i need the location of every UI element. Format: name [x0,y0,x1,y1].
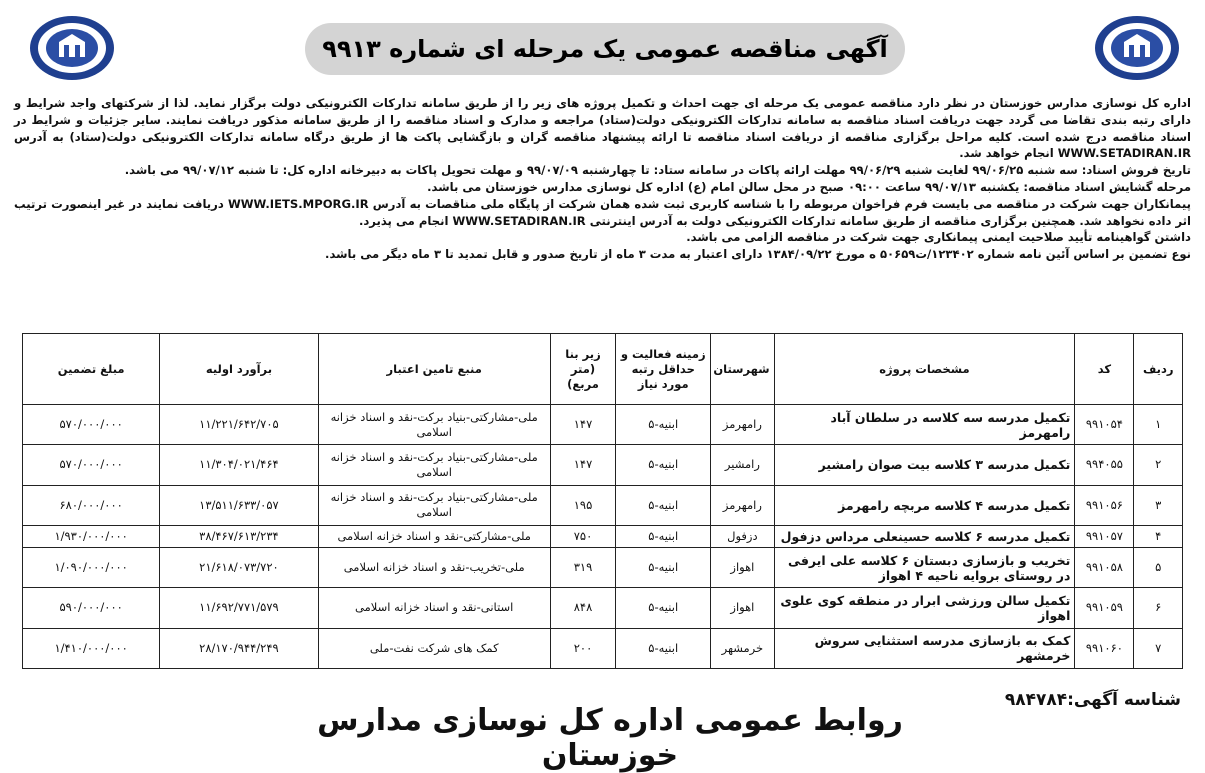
city: رامشیر [711,445,774,485]
required-grade: ابنیه-۵ [616,445,711,485]
table-row [23,628,1183,668]
city: خرمشهر [711,628,774,668]
guarantee-amount: ۵۷۰/۰۰۰/۰۰۰ [23,405,160,445]
project-code: ۹۹۱۰۶۰ [1075,628,1134,668]
notice-paragraph: اداره کل نوسازی مدارس خوزستان در نظر دارد مناقصه عمومی یک مرحله ای جهت احداث و تکمیل پروژه های زیر را از طریق سامانه تدارکات الکترونیکی دولت برگزار نماید. لذا از شرکتهای واجد شرایط و دارای رتبه بندی تقاضا می گردد جهت دریافت اسناد مناقصه به سامانه تدارکات الکترونیکی دولت(ستاد) مراجعه و مدارک و اسناد مناقصه را از طریق سامانه مذکور دریافت نمایند. سایر جزئیات و شرایط در اسناد مناقصه درج شده است. کلیه مراحل برگزاری مناقصه از دریافت اسناد مناقصه تا ارائه پیشنهاد مناقصه گران و بازگشایی پاکت ها از طریق درگاه سامانه تدارکات الکترونیکی دولت(ستاد) به آدرس WWW.SETADIRAN.IR انجام خواهد شد. [14,96,1191,161]
city: دزفول [711,525,774,547]
city: رامهرمز [711,405,774,445]
guarantee-amount: ۵۷۰/۰۰۰/۰۰۰ [23,445,160,485]
table-row [23,547,1183,587]
project-description: کمک به بازسازی مدرسه استثنایی سروش خرمشهر [774,628,1075,668]
floor-area: ۱۴۷ [550,405,615,445]
project-description: تکمیل مدرسه ۳ کلاسه بیت صوان رامشیر [774,445,1075,485]
project-code: ۹۹۱۰۵۴ [1075,405,1134,445]
column-header: زمینه فعالیت و حداقل رتبه مورد نیاز [616,334,711,405]
funding-source: ملی-مشارکتی-بنیاد برکت-نقد و اسناد خزانه اسلامی [318,485,550,525]
required-grade: ابنیه-۵ [616,547,711,587]
project-code: ۹۹۱۰۵۷ [1075,525,1134,547]
required-grade: ابنیه-۵ [616,628,711,668]
initial-estimate: ۲۱/۶۱۸/۰۷۳/۷۲۰ [160,547,318,587]
project-code: ۹۹۱۰۵۹ [1075,588,1134,628]
projects-table [22,333,1183,669]
initial-estimate: ۱۱/۶۹۲/۷۷۱/۵۷۹ [160,588,318,628]
notice-paragraph: مرحله گشایش اسناد مناقصه: یکشنبه ۹۹/۰۷/۱۳ ساعت ۰۹:۰۰ صبح در محل سالن امام (ع) اداره کل نوسازی مدارس خوزستان می باشد. [427,179,1191,194]
city: رامهرمز [711,485,774,525]
funding-source: ملی-مشارکتی-بنیاد برکت-نقد و اسناد خزانه اسلامی [318,405,550,445]
column-header: برآورد اولیه [160,334,318,405]
row-number: ۶ [1134,588,1183,628]
floor-area: ۸۴۸ [550,588,615,628]
ad-identifier: شناسه آگهی:۹۸۴۷۸۴ [1004,690,1181,710]
project-code: ۹۹۱۰۵۸ [1075,547,1134,587]
row-number: ۳ [1134,485,1183,525]
row-number: ۴ [1134,525,1183,547]
column-header: مشخصات پروژه [774,334,1075,405]
funding-source: ملی-مشارکتی-بنیاد برکت-نقد و اسناد خزانه اسلامی [318,445,550,485]
table-row [23,588,1183,628]
table-row [23,445,1183,485]
project-description: تخریب و بازسازی دبستان ۶ کلاسه علی ایرفی در روستای بروایه ناحیه ۴ اهواز [774,547,1075,587]
guarantee-amount: ۵۹۰/۰۰۰/۰۰۰ [23,588,160,628]
column-header: مبلغ تضمین [23,334,160,405]
city: اهواز [711,588,774,628]
project-description: تکمیل مدرسه ۶ کلاسه حسینعلی مرداس دزفول [774,525,1075,547]
initial-estimate: ۲۸/۱۷۰/۹۴۴/۲۴۹ [160,628,318,668]
guarantee-amount: ۱/۰۹۰/۰۰۰/۰۰۰ [23,547,160,587]
emblem-icon [28,14,116,82]
table-row [23,525,1183,547]
notice-body [14,95,1191,263]
required-grade: ابنیه-۵ [616,405,711,445]
initial-estimate: ۳۸/۴۶۷/۶۱۳/۲۳۴ [160,525,318,547]
initial-estimate: ۱۱/۲۲۱/۶۴۲/۷۰۵ [160,405,318,445]
floor-area: ۱۴۷ [550,445,615,485]
organization-logo-right [1093,14,1181,82]
required-grade: ابنیه-۵ [616,588,711,628]
guarantee-amount: ۶۸۰/۰۰۰/۰۰۰ [23,485,160,525]
city: اهواز [711,547,774,587]
notice-title: آگهی مناقصه عمومی یک مرحله ای شماره ۹۹۱۳ [305,23,905,75]
project-description: تکمیل سالن ورزشی ابرار در منطقه کوی علوی اهواز [774,588,1075,628]
required-grade: ابنیه-۵ [616,525,711,547]
notice-paragraph: نوع تضمین بر اساس آئین نامه شماره ۱۲۳۴۰۲/ت۵۰۶۵۹ ه مورخ ۱۳۸۴/۰۹/۲۲ دارای اعتبار به مدت ۳ ماه از تاریخ صدور و قابل تمدید تا ۳ ماه دیگر می باشد. [325,247,1191,262]
notice-paragraph: پیمانکاران جهت شرکت در مناقصه می بایست فرم فراخوان مربوطه را با شناسه کاربری ثبت شده همان شرکت از پایگاه ملی مناقصات به آدرس WWW.IETS.MPORG.IR دریافت نمایند در غیر اینصورت ترتیب اثر داده نخواهد شد. همچنین برگزاری مناقصه از طریق سامانه تدارکات الکترونیکی دولت به آدرس اینترنتی WWW.SETADIRAN.IR انجام می پذیرد. [14,196,1191,228]
notice-paragraph: داشتن گواهینامه تأیید صلاحیت ایمنی پیمانکاری جهت شرکت در مناقصه الزامی می باشد. [686,230,1191,245]
column-header: کد [1075,334,1134,405]
required-grade: ابنیه-۵ [616,485,711,525]
floor-area: ۲۰۰ [550,628,615,668]
notice-paragraph: تاریخ فروش اسناد: سه شنبه ۹۹/۰۶/۲۵ لغایت شنبه ۹۹/۰۶/۲۹ مهلت ارائه پاکات در سامانه ستاد: تا چهارشنبه ۹۹/۰۷/۰۹ و مهلت تحویل پاکات به دبیرخانه اداره کل: تا شنبه ۹۹/۰۷/۱۲ می باشد. [124,163,1191,178]
table-row [23,405,1183,445]
column-header: منبع تامین اعتبار [318,334,550,405]
project-description: تکمیل مدرسه ۴ کلاسه مربچه رامهرمز [774,485,1075,525]
table-header-row [23,334,1183,405]
guarantee-amount: ۱/۴۱۰/۰۰۰/۰۰۰ [23,628,160,668]
funding-source: ملی-تخریب-نقد و اسناد خزانه اسلامی [318,547,550,587]
funding-source: استانی-نقد و اسناد خزانه اسلامی [318,588,550,628]
row-number: ۱ [1134,405,1183,445]
emblem-icon [1093,14,1181,82]
organization-logo-left [28,14,116,82]
row-number: ۵ [1134,547,1183,587]
table-row [23,485,1183,525]
funding-source: کمک های شرکت نفت-ملی [318,628,550,668]
column-header: شهرستان [711,334,774,405]
floor-area: ۳۱۹ [550,547,615,587]
row-number: ۷ [1134,628,1183,668]
project-description: تکمیل مدرسه سه کلاسه در سلطان آباد رامهرمز [774,405,1075,445]
column-header: زیر بنا (متر مربع) [550,334,615,405]
floor-area: ۱۹۵ [550,485,615,525]
guarantee-amount: ۱/۹۳۰/۰۰۰/۰۰۰ [23,525,160,547]
column-header: ردیف [1134,334,1183,405]
initial-estimate: ۱۱/۳۰۴/۰۲۱/۴۶۴ [160,445,318,485]
initial-estimate: ۱۳/۵۱۱/۶۳۳/۰۵۷ [160,485,318,525]
footer-signature: روابط عمومی اداره کل نوسازی مدارس خوزستان [317,703,903,773]
floor-area: ۷۵۰ [550,525,615,547]
row-number: ۲ [1134,445,1183,485]
project-code: ۹۹۱۰۵۶ [1075,485,1134,525]
project-code: ۹۹۴۰۵۵ [1075,445,1134,485]
funding-source: ملی-مشارکتی-نقد و اسناد خزانه اسلامی [318,525,550,547]
